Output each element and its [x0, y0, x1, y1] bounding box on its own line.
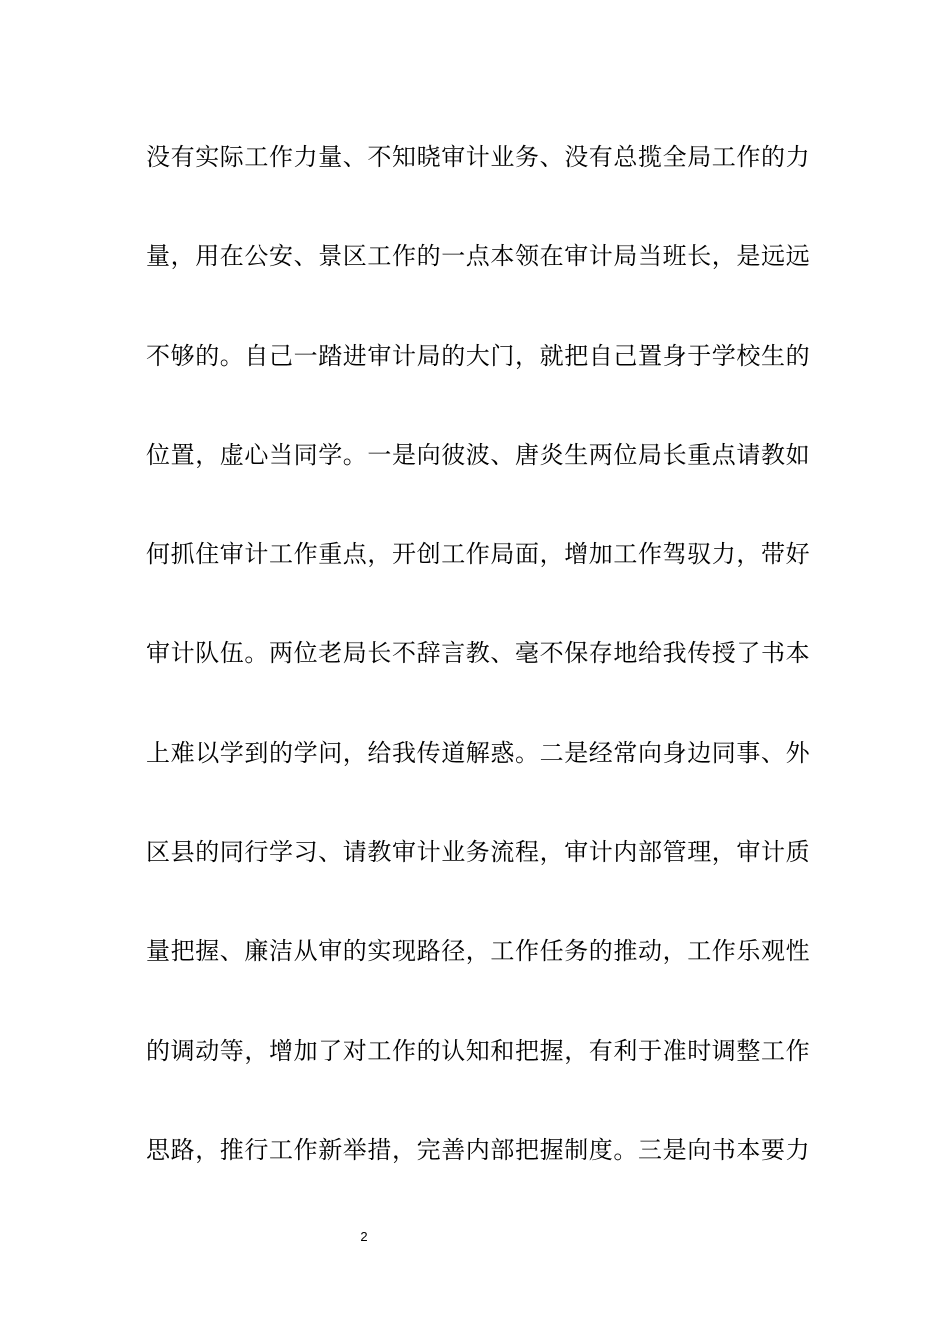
text-line: 的调动等，增加了对工作的认知和把握，有利于准时调整工作 [146, 1036, 811, 1065]
text-line: 位置，虚心当同学。一是向彼波、唐炎生两位局长重点请教如 [146, 440, 811, 469]
page-number: 2 [360, 1229, 368, 1244]
text-line: 何抓住审计工作重点，开创工作局面，增加工作驾驭力，带好 [146, 540, 811, 569]
text-line: 区县的同行学习、请教审计业务流程，审计内部管理，审计质 [146, 838, 811, 867]
text-line: 上难以学到的学问，给我传道解惑。二是经常向身边同事、外 [146, 738, 811, 767]
text-line: 审计队伍。两位老局长不辞言教、毫不保存地给我传授了书本 [146, 639, 811, 668]
text-line: 量，用在公安、景区工作的一点本领在审计局当班长，是远远 [146, 242, 811, 271]
text-line: 没有实际工作力量、不知晓审计业务、没有总揽全局工作的力 [146, 143, 811, 171]
text-line: 量把握、廉洁从审的实现路径，工作任务的推动，工作乐观性 [146, 937, 811, 966]
text-line: 不够的。自己一踏进审计局的大门，就把自己置身于学校生的 [146, 341, 811, 370]
body-paragraph [146, 132, 811, 1224]
text-line: 思路，推行工作新举措，完善内部把握制度。三是向书本要力 [146, 1135, 811, 1164]
